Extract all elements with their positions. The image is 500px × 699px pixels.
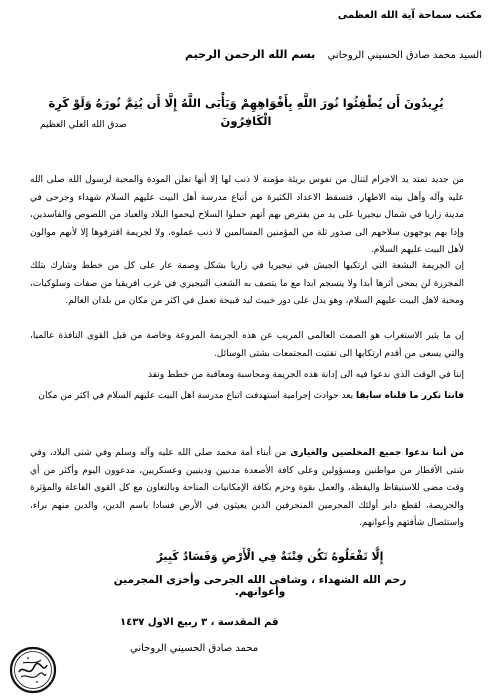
paragraph-5-text: بعد حوادث إجرامية استهدفت اتباع مدرسة اهل البيت عليهم السلام في اكثر من مكان	[38, 391, 354, 401]
signature-name: محمد صادق الحسيني الروحاني	[130, 643, 259, 654]
basmala: بسم الله الرحمن الرحيم	[185, 48, 316, 61]
paragraph-3: إن ما يثير الاستغراب هو الصمت العالمي المريب عن هذه الجريمة المروعة وخاصة من قبل القوى النافذة عالميا، والتي يسعى من أقدم ارتكابها الى تفتيت المجتمعات بشتى الوسائل.	[30, 331, 464, 359]
official-seal	[8, 645, 58, 695]
sender-name: السيد محمد صادق الحسيني الروحاني	[327, 50, 482, 61]
paragraph-4: إننا في الوقت الذي ندعوا فيه الى إدانة هذه الجريمة ومحاسبة ومعاقبة من خطط ونفذ	[148, 370, 464, 380]
paragraph-5-emphasis: فاننا نكرر ما قلناه سابقا	[356, 391, 464, 401]
office-title: مكتب سماحة آية الله العظمى	[337, 10, 482, 21]
closing-verse: إِلَّا تَفْعَلُوهُ تَكُن فِتْنَةٌ فِي الْأَرْضِ وَفَسَادٌ كَبِيرٌ	[156, 550, 384, 563]
paragraph-6-emphasis: من أننا ندعوا جميع المخلصين والغيارى	[290, 448, 464, 458]
opening-verse: يُرِيدُونَ أَن يُطْفِئُوا نُورَ اللَّهِ بِأَفْوَاهِهِمْ وَيَأْبَى اللَّهُ إِلَّا أَن يُتِمَّ نُورَهُ وَلَوْ كَرِهَ الْكَافِرُونَ	[48, 96, 444, 128]
verse-closing: صدق الله العلي العظيم	[40, 120, 127, 130]
closing-prayer: رحم الله الشهداء ، وشافى الله الجرحى وأخزى المجرمين وأعوانهم.	[113, 574, 407, 598]
place-date: قم المقدسة ، ٣ ربيع الاول ١٤٣٧	[120, 617, 279, 628]
paragraph-5	[30, 388, 464, 406]
paragraph-6-text: من أبناء أمة محمد صلى الله عليه وآله وسلم وفي شتى البلاد، وفي شتى الأقطار من مواطنين ومسؤولين وعلى كافة الأصعدة مدنيين ودينيين وعسكريين، مدعوون اليوم وأكثر من أي وقت مضى للاستيقاظ واليقظة، والعمل بقوة وحزم بكافة الإمكانيات المتاحة وبالتعاون مع كل القوى الفاعلة والمؤثرة والحريصة، لقطع دابر أولئك المجرمين المنحرفين الذين يعيثون في الأرض فسادا باسم الدين، والدين منهم براء، واستئصال شأفتهم وأعوانهم.	[30, 448, 464, 528]
paragraph-1: من جديد تمتد يد الاجرام لتنال من نفوس بريئة مؤمنة لا ذنب لها إلا أنها تعلن المودة والمحبة لرسول الله صلى الله عليه وآله وأهل بيته الاطهار، فتسقط الاعداد الكثيرة من أتباع مدرسة أهل البيت عليهم السلام شهداء وجرحى في مدينة زاريا في شمال نيجيريا على يد من يفترض بهم أنهم حملوا السلاح ليحموا البلاد والعباد من اللصوص والفاسدين، وإذا بهم يوجهون سلاحهم الى صدور ثلة من المؤمنين المسالمين لا ذنب عملوه، ولا لجريمة اقترفوها إلا لأنهم موالون لأهل البيت عليهم السلام.	[30, 175, 464, 255]
paragraph-6	[30, 445, 464, 533]
paragraph-2: إن الجريمة البشعة التي ارتكبها الجيش في نيجيريا في زاريا بشكل وصمة عار على كل من خطط وشارك بتلك المجزرة لن يمحى أثرها أبدا ولا ينسجم ابدا مع ما يتصف به الشعب النيجيري في غرب افريقيا من صفات وسلوكيات، ومحبة لاهل البيت عليهم السلام، وهو يدل على دور خبيث ليد قبيحة تعمل في اكثر من مكان من بلدان العالم.	[30, 261, 464, 306]
